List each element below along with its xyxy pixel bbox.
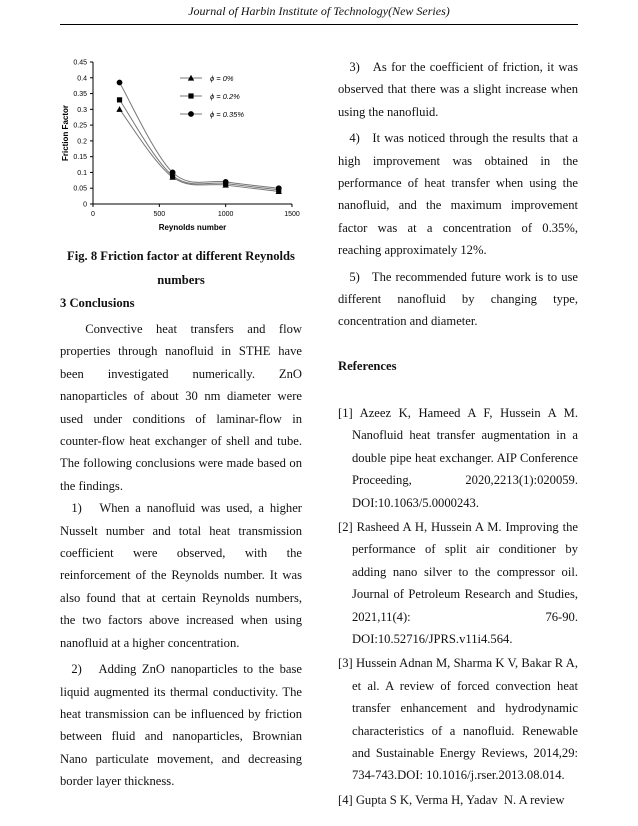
legend-label: ϕ = 0.2%	[210, 92, 240, 101]
series-line-2	[120, 83, 279, 189]
references-list	[338, 402, 578, 811]
x-tick-label: 500	[153, 211, 166, 218]
y-tick-label: 0.45	[73, 59, 87, 67]
conclusion-item-4: 4) It was noticed through the results that a high improvement was obtained in the performance of heat transfer when using the nanofluid, and the maximum improvement factor was at a concentration of 0.35%, reaching approximately 12%.	[338, 131, 578, 258]
y-tick-label: 0.35	[73, 91, 87, 99]
legend-label: ϕ = 0%	[210, 74, 234, 83]
conclusion-item-2: 2) Adding ZnO nanoparticles to the base liquid augmented its thermal conductivity. The heat transmission can be influenced by friction between fluid and nanoparticles, Brownian Nano particulate movement, and decreasing border layer thickness.	[60, 662, 302, 789]
series-line-1	[120, 100, 279, 190]
y-axis-label: Friction Factor	[61, 104, 70, 162]
x-axis-label: Reynolds number	[158, 223, 227, 232]
right-column	[338, 58, 578, 811]
reference-item: [2] Rasheed A H, Hussein A M. Improving the performance of split air conditioner by adding nano silver to the compressor oil. Journal of Petroleum Research and Studies, 2021,11(4): 76-90. DOI:10.52716/JPRS.v11i4.564.	[338, 519, 578, 646]
y-tick-label: 0	[83, 201, 87, 209]
data-point-1	[117, 97, 122, 102]
reference-item: [4] Gupta S K, Verma H, Yadav N. A review	[338, 792, 565, 807]
y-tick-label: 0.2	[77, 138, 87, 146]
legend-label: ϕ = 0.35%	[210, 110, 244, 119]
y-tick-label: 0.1	[77, 169, 87, 177]
x-tick-label: 0	[91, 211, 95, 218]
data-point-2	[170, 170, 176, 176]
reference-item: [1] Azeez K, Hameed A F, Hussein A M. Nanofluid heat transfer augmentation in a double pipe heat exchanger. AIP Conference Proceeding, 2020,2213(1):020059. DOI:10.1063/5.0000243.	[338, 405, 578, 510]
x-tick-label: 1000	[217, 211, 234, 218]
data-point-2	[117, 80, 123, 86]
journal-header: Journal of Harbin Institute of Technology(New Series)	[188, 4, 450, 18]
y-tick-label: 0.15	[73, 154, 87, 162]
figure-caption-line1: Fig. 8 Friction factor at different Reynolds	[67, 249, 295, 263]
friction-factor-chart	[60, 58, 302, 233]
legend-marker	[188, 111, 194, 117]
figure-caption	[60, 244, 302, 292]
figure-caption-line2: numbers	[157, 273, 205, 287]
y-tick-label: 0.25	[73, 122, 87, 130]
y-tick-label: 0.3	[77, 106, 87, 114]
data-point-0	[116, 106, 122, 112]
y-tick-label: 0.05	[73, 185, 87, 193]
x-tick-label: 1500	[284, 211, 300, 218]
conclusion-item-1: 1) When a nanofluid was used, a higher Nusselt number and total heat transmission coefficient were observed, with the reinforcement of the Reynolds number. It was also found that at certain Reynolds numbers, the two factors above increased when using nanofluid at a higher concentration.	[60, 501, 302, 650]
reference-item: [3] Hussein Adnan M, Sharma K V, Bakar R A, et al. A review of forced convection heat transfer enhancement and hydrodynamic characteristics of a nanofluid. Renewable and Sustainable Energy Reviews, 2014,29: 734-743.DOI: 10.1016/j.rser.2013.08.014.	[338, 656, 578, 783]
references-title: References	[338, 358, 397, 373]
y-tick-label: 0.4	[77, 75, 87, 83]
conclusion-item-5: 5) The recommended future work is to use different nanofluid by changing type, concentration and diameter.	[338, 269, 578, 329]
series-line-0	[120, 109, 279, 191]
data-point-2	[276, 185, 282, 191]
data-point-2	[223, 179, 229, 185]
header-rule	[60, 24, 578, 25]
conclusion-item-3: 3) As for the coefficient of friction, it was observed that there was a slight increase when using the nanofluid.	[338, 60, 578, 119]
section-title: 3 Conclusions	[60, 296, 135, 310]
legend-marker	[188, 93, 193, 98]
conclusions-intro: Convective heat transfers and flow properties through nanofluid in STHE have been investigated numerically. ZnO nanoparticles of about 30 nm diameter were used under conditions of laminar-flow in counter-flow heat exchanger of shell and tube. The following conclusions were made based on the findings.	[60, 322, 302, 493]
left-column	[60, 58, 302, 793]
